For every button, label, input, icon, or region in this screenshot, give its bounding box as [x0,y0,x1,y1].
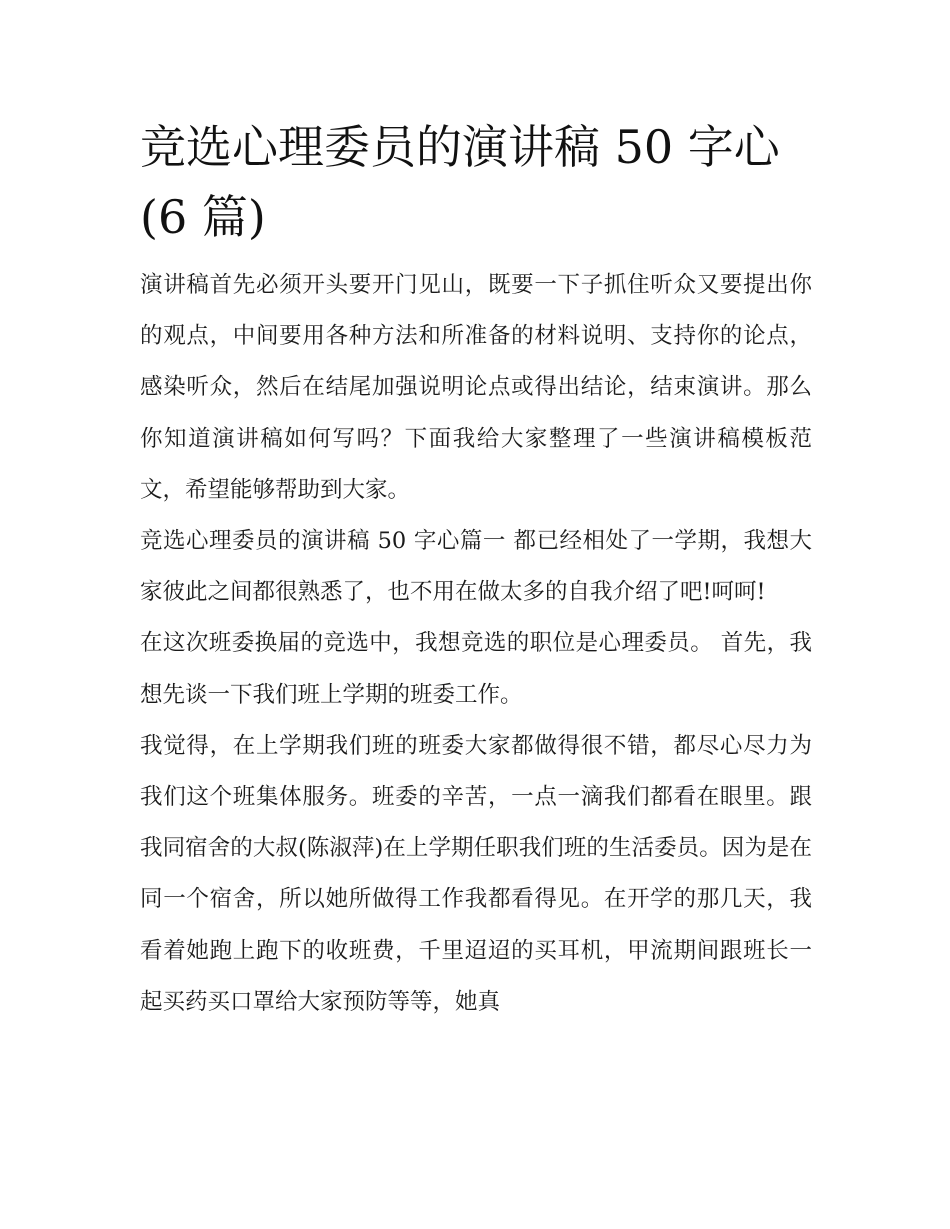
document-title: 竞选心理委员的演讲稿 50 字心 (6 篇) [140,120,780,244]
document-body [140,112,812,1028]
paragraph-intro: 演讲稿首先必须开头要开门见山，既要一下子抓住听众又要提出你的观点，中间要用各种方法和所准备的材料说明、支持你的论点，感染听众，然后在结尾加强说明论点或得出结论，结束演讲。那么你知道演讲稿如何写吗？下面我给大家整理了一些演讲稿模板范文，希望能够帮助到大家。 [140,272,812,503]
paragraph-2: 在这次班委换届的竞选中，我想竞选的职位是心理委员。 首先，我想先谈一下我们班上学期的班委工作。 [140,630,812,708]
paragraph-1: 竞选心理委员的演讲稿 50 字心篇一 都已经相处了一学期，我想大家彼此之间都很熟悉了，也不用在做太多的自我介绍了吧!呵呵! [140,528,812,606]
paragraph-3: 我觉得，在上学期我们班的班委大家都做得很不错，都尽心尽力为我们这个班集体服务。班委的辛苦，一点一滴我们都看在眼里。跟我同宿舍的大叔(陈淑萍)在上学期任职我们班的生活委员。因为是在同一个宿舍，所以她所做得工作我都看得见。在开学的那几天，我看着她跑上跑下的收班费，千里迢迢的买耳机，甲流期间跟班长一起买药买口罩给大家预防等等，她真 [140,732,812,1015]
